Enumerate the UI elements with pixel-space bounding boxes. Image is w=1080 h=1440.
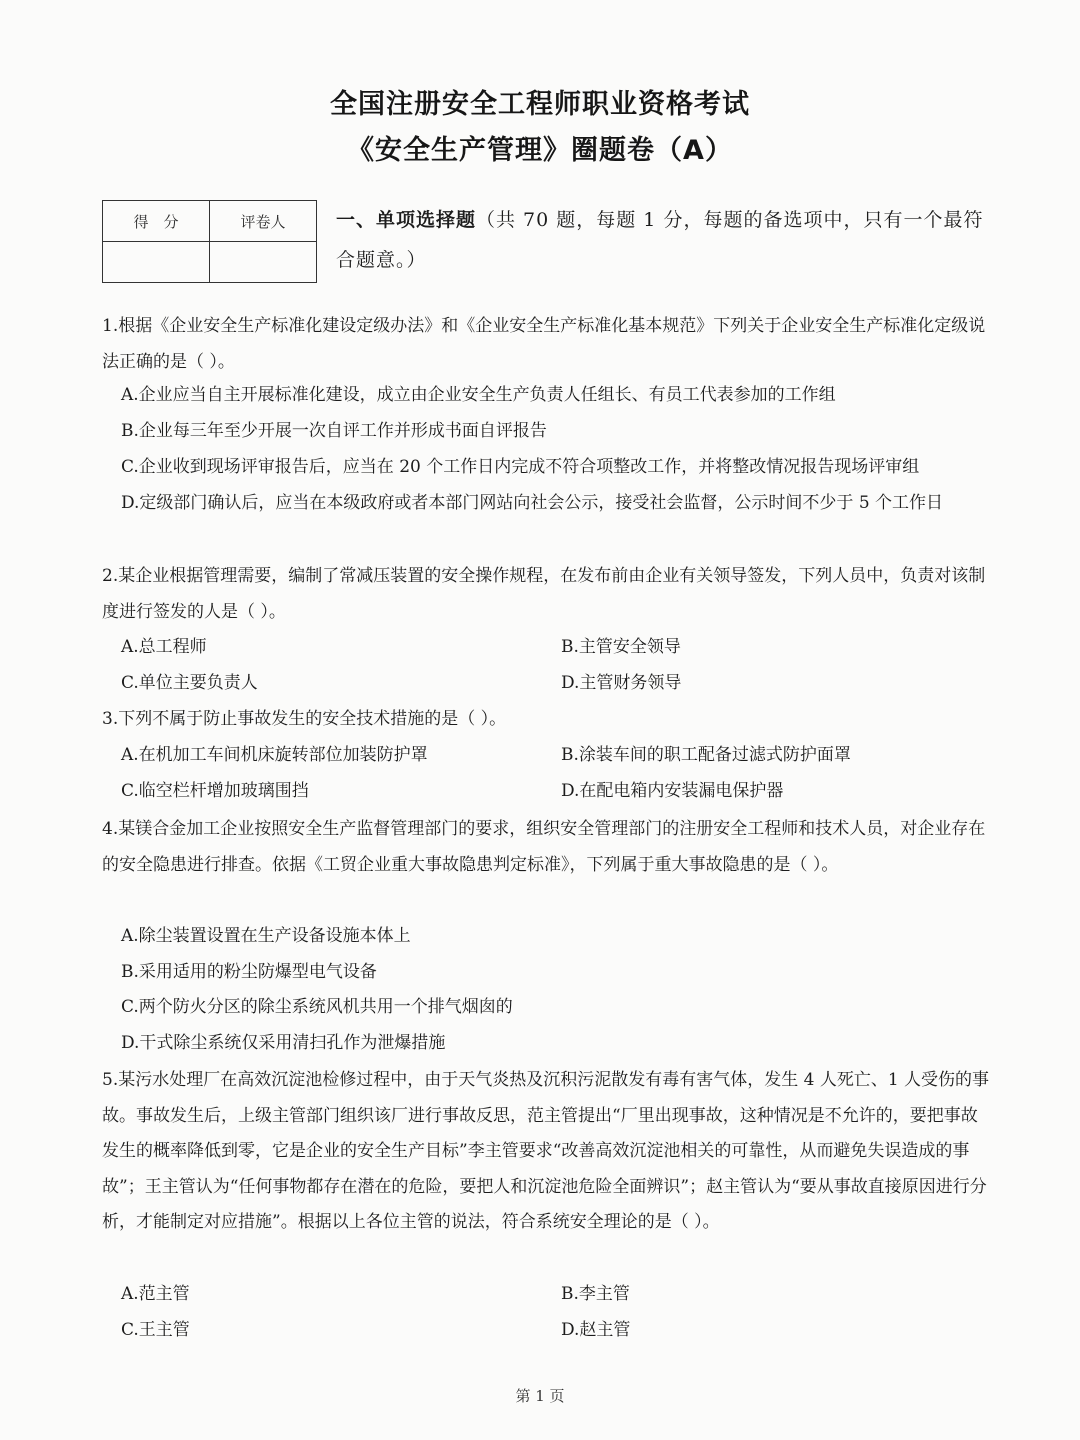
option: A.在机加工车间机床旋转部位加装防护罩: [121, 745, 428, 765]
section-title: 一、单项选择题: [336, 209, 477, 231]
option: B.主管安全领导: [561, 637, 681, 657]
question-stem: 5.某污水处理厂在高效沉淀池检修过程中，由于天气炎热及沉积污泥散发有毒有害气体，发生 4 人死亡、1 人受伤的事故。事故发生后，上级主管部门组织该厂进行事故反思，范主管提出“厂里出现事故，这种情况是不允许的，要把事故发生的概率降低到零，它是企业的安全生产目标”李主管要求“改善高效沉淀池相关的可靠性，从而避免失误造成的事故”；王主管认为“任何事物都存在潜在的危险，要把人和沉淀池危险全面辨识”；赵主管认为“要从事故直接原因进行分析，才能制定对应措施”。根据以上各位主管的说法，符合系统安全理论的是（ ）。: [102, 1070, 990, 1232]
section-heading: [336, 200, 996, 280]
option: C.临空栏杆增加玻璃围挡: [121, 781, 309, 801]
score-cell: [103, 242, 210, 283]
option: C.王主管: [121, 1320, 190, 1340]
option: A.除尘装置设置在生产设备设施本体上: [121, 926, 411, 946]
question-stem: 1.根据《企业安全生产标准化建设定级办法》和《企业安全生产标准化基本规范》下列关于企业安全生产标准化定级说法正确的是（ ）。: [102, 316, 986, 372]
option: D.主管财务领导: [561, 673, 682, 693]
option: B.李主管: [561, 1284, 630, 1304]
question-stem: 4.某镁合金加工企业按照安全生产监督管理部门的要求，组织安全管理部门的注册安全工程师和技术人员，对企业存在的安全隐患进行排查。依据《工贸企业重大事故隐患判定标准》，下列属于重大事故隐患的是（ ）。: [102, 819, 986, 875]
option: C.企业收到现场评审报告后，应当在 20 个工作日内完成不符合项整改工作，并将整改情况报告现场评审组: [121, 457, 920, 477]
option: D.在配电箱内安装漏电保护器: [561, 781, 784, 801]
option: C.两个防火分区的除尘系统风机共用一个排气烟囱的: [121, 997, 513, 1017]
option: C.单位主要负责人: [121, 673, 258, 693]
option: A.总工程师: [121, 637, 207, 657]
paper-subtitle: 《安全生产管理》圈题卷（A）: [347, 135, 733, 166]
grader-cell: [210, 242, 317, 283]
exam-title: 全国注册安全工程师职业资格考试: [330, 89, 750, 120]
score-header: 得 分: [103, 201, 210, 242]
option: A.企业应当自主开展标准化建设，成立由企业安全生产负责人任组长、有员工代表参加的工作组: [121, 385, 836, 405]
question-stem: 3.下列不属于防止事故发生的安全技术措施的是（ ）。: [102, 709, 507, 729]
score-table: [102, 200, 317, 283]
page-number: 第 1 页: [515, 1387, 565, 1405]
option: D.赵主管: [561, 1320, 631, 1340]
option: D.干式除尘系统仅采用清扫孔作为泄爆措施: [121, 1033, 446, 1053]
section-description: （共 70 题，每题 1 分，每题的备选项中，只有一个最符合题意。）: [336, 209, 984, 271]
option: B.涂装车间的职工配备过滤式防护面罩: [561, 745, 851, 765]
option: D.定级部门确认后，应当在本级政府或者本部门网站向社会公示，接受社会监督，公示时间不少于 5 个工作日: [121, 493, 944, 513]
grader-header: 评卷人: [210, 201, 317, 242]
option: A.范主管: [121, 1284, 190, 1304]
question-stem: 2.某企业根据管理需要，编制了常减压装置的安全操作规程，在发布前由企业有关领导签发，下列人员中，负责对该制度进行签发的人是（ ）。: [102, 566, 986, 622]
option: B.企业每三年至少开展一次自评工作并形成书面自评报告: [121, 421, 547, 441]
option: B.采用适用的粉尘防爆型电气设备: [121, 962, 377, 982]
